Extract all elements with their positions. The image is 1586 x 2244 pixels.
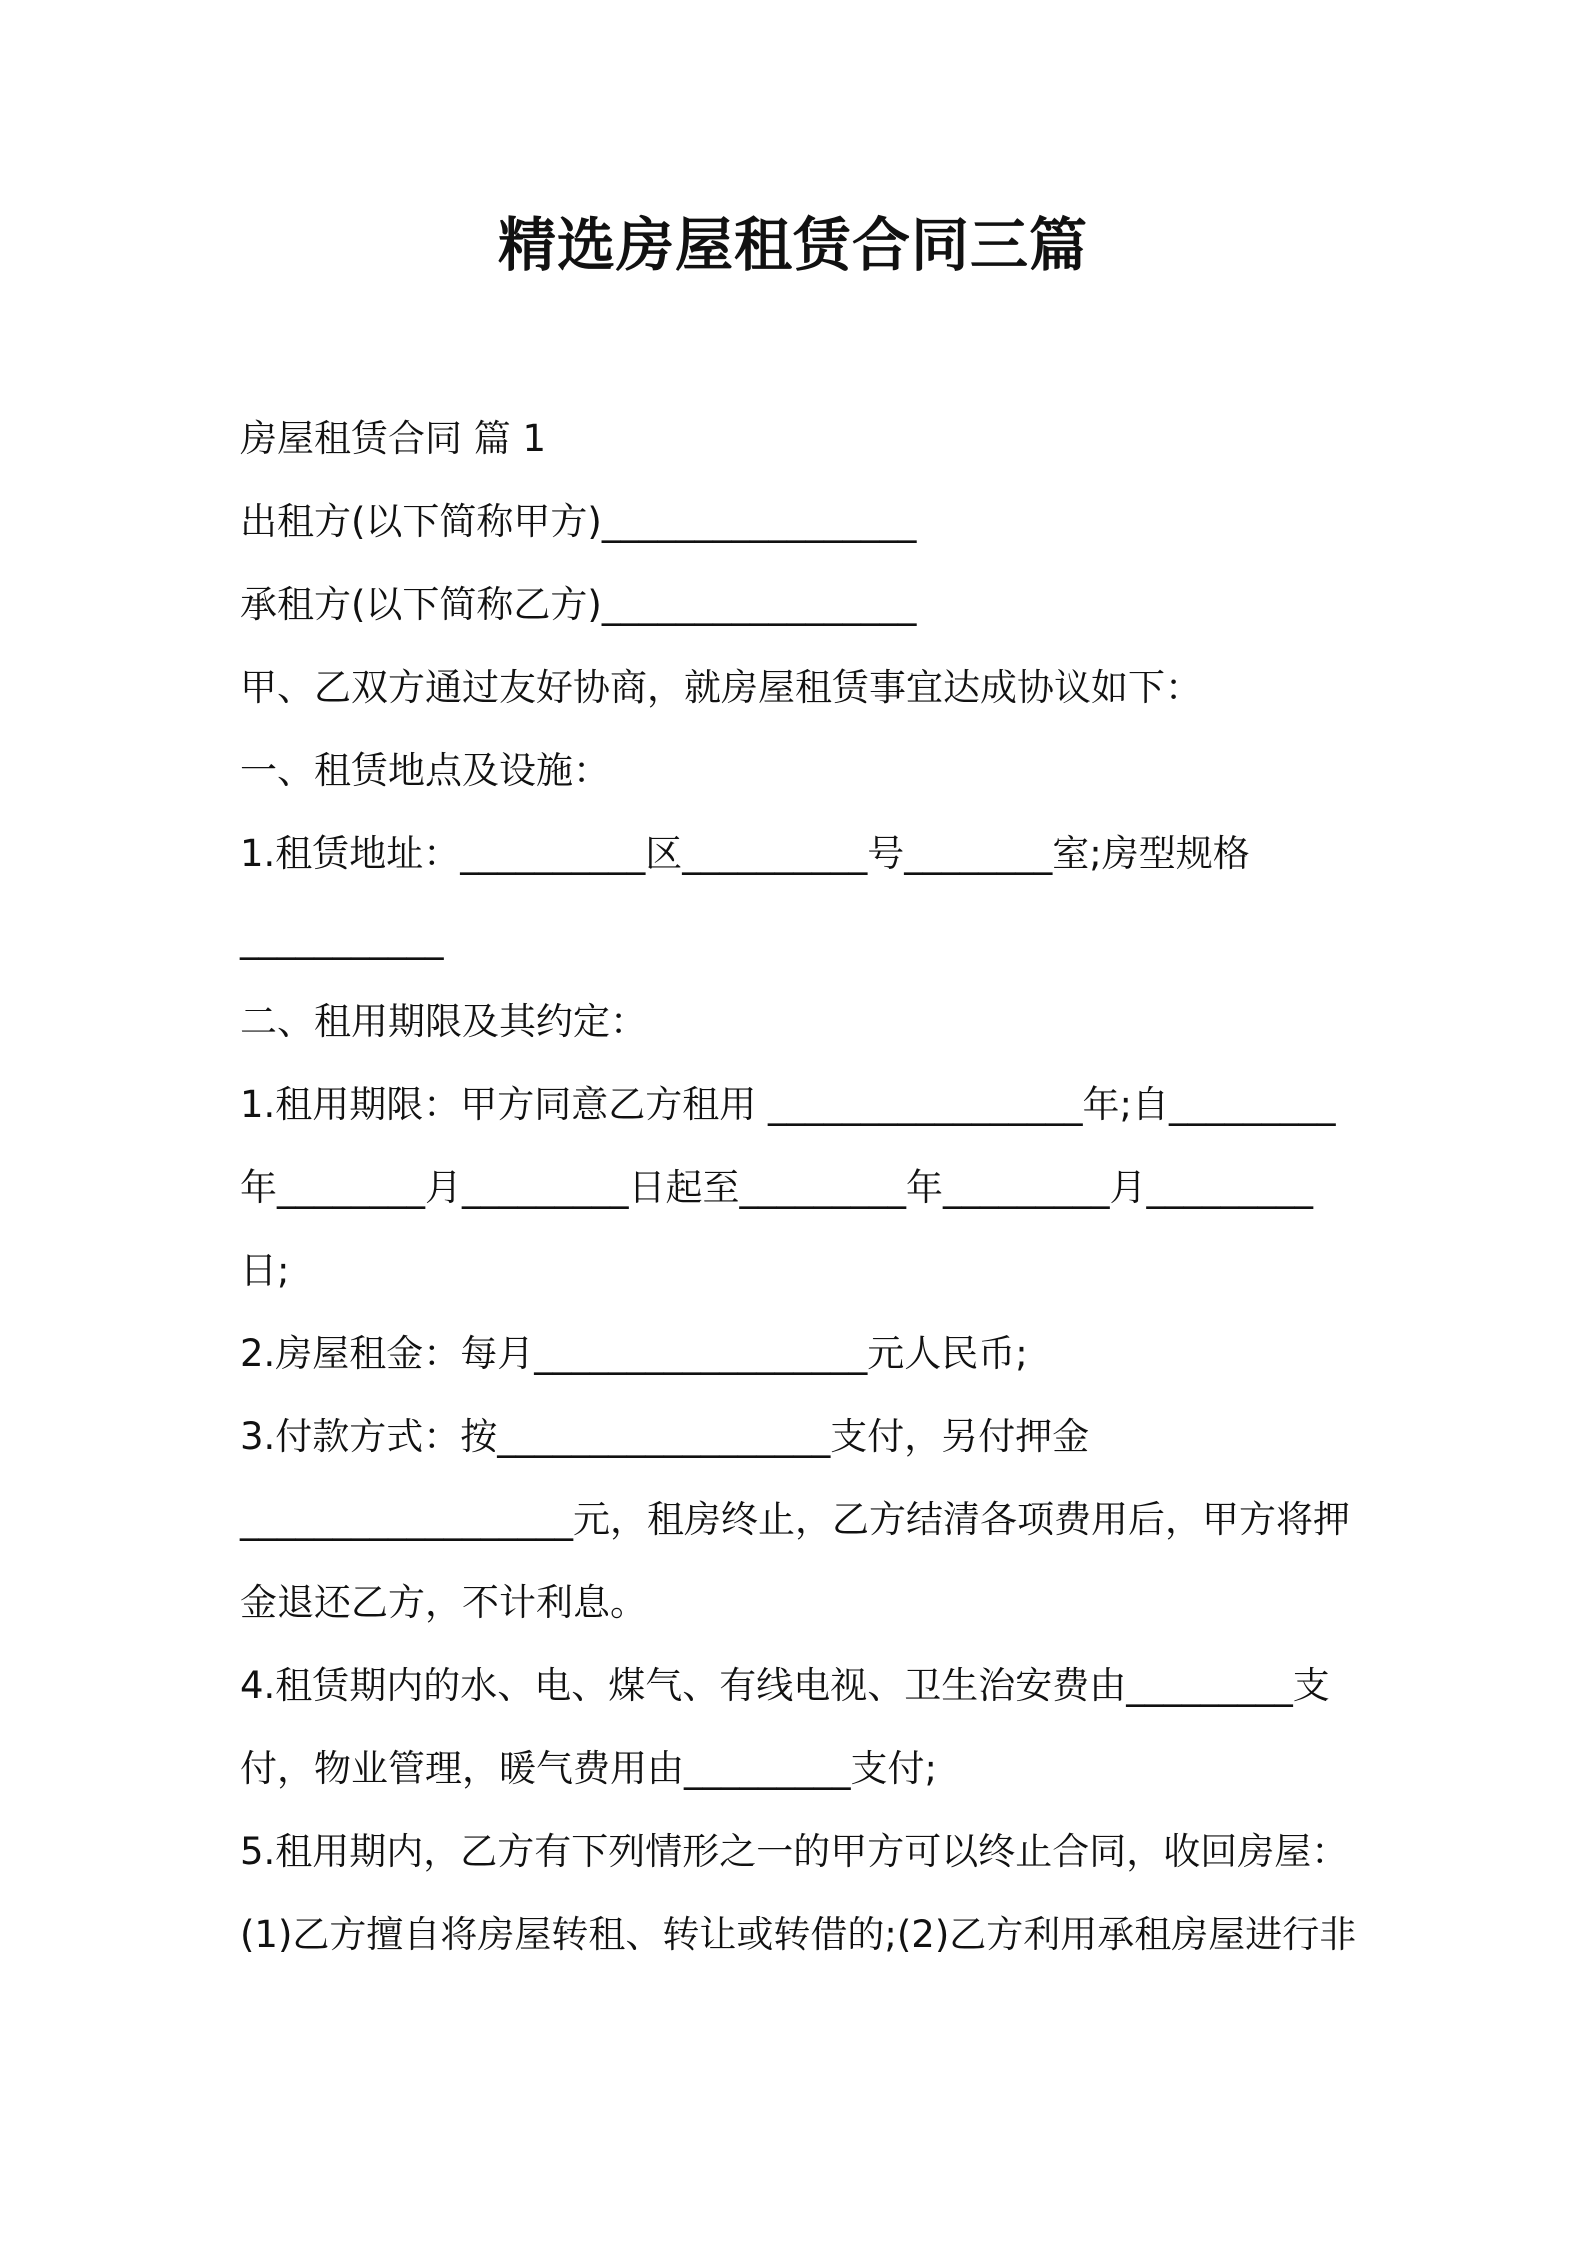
clause-address-continued: ___________ [240,917,444,960]
clause-heading-location: 一、租赁地点及设施： [240,749,610,792]
lessor-line: 出租方(以下简称甲方)_________________ [240,500,917,543]
clause-term: 1.租用期限：甲方同意乙方租用 _________________年;自_________ [240,1083,1336,1126]
clause-address: 1.租赁地址：__________区__________号________室;房型规格 [240,832,1250,875]
document-title: 精选房屋租赁合同三篇 [497,211,1088,279]
clause-term-end: 日; [240,1249,290,1292]
clause-payment-refund: 金退还乙方，不计利息。 [240,1581,647,1624]
section-heading-contract-1: 房屋租赁合同 篇 1 [240,417,547,460]
clause-utilities: 4.租赁期内的水、电、煤气、有线电视、卫生治安费由_________支 [240,1664,1330,1707]
clause-rent: 2.房屋租金：每月__________________元人民币; [240,1332,1028,1375]
clause-utilities-continued: 付，物业管理，暖气费用由_________支付; [240,1747,937,1790]
clause-payment: 3.付款方式：按__________________支付，另付押金 [240,1415,1090,1458]
clause-term-dates: 年________月_________日起至_________年_________月_________ [240,1166,1313,1209]
agreement-intro: 甲、乙双方通过友好协商，就房屋租赁事宜达成协议如下： [240,666,1202,709]
lessee-line: 承租方(以下简称乙方)_________________ [240,583,917,626]
clause-heading-term: 二、租用期限及其约定： [240,1000,647,1043]
clause-termination: 5.租用期内，乙方有下列情形之一的甲方可以终止合同，收回房屋： [240,1830,1349,1873]
clause-payment-deposit: __________________元，租房终止，乙方结清各项费用后，甲方将押 [240,1498,1350,1541]
clause-termination-items: (1)乙方擅自将房屋转租、转让或转借的;(2)乙方利用承租房屋进行非 [240,1913,1357,1956]
